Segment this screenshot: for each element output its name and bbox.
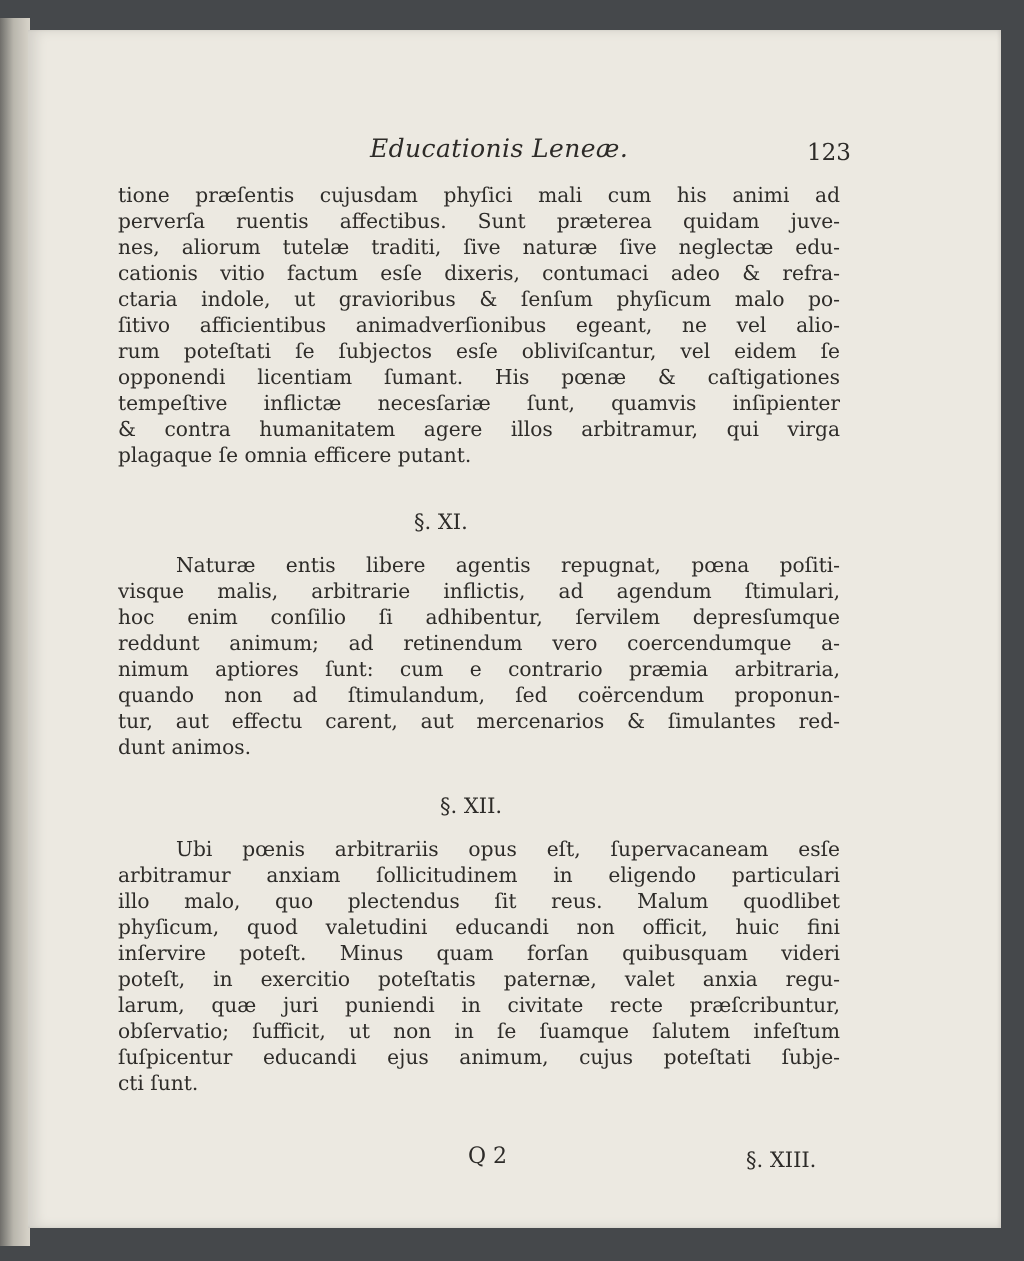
signature-mark: Q 2 xyxy=(468,1144,508,1169)
text-line: nimum aptiores ſunt: cum e contrario præmia arbitraria, xyxy=(118,657,840,681)
book-spine xyxy=(0,18,30,1246)
text-line: arbitramur anxiam ſollicitudinem in eligendo particulari xyxy=(118,863,840,887)
text-line: tur, aut effectu carent, aut mercenarios & ſimulantes red- xyxy=(118,709,840,733)
text-line: reddunt animum; ad retinendum vero coercendumque a- xyxy=(118,631,840,655)
text-line: illo malo, quo plectendus ſit reus. Malum quodlibet xyxy=(118,889,840,913)
text-line: Naturæ entis libere agentis repugnat, pœna poſiti- xyxy=(176,553,840,577)
running-head: Educationis Leneæ. xyxy=(370,134,629,163)
text-line: ſuſpicentur educandi ejus animum, cujus poteſtati ſubje- xyxy=(118,1045,840,1069)
text-line: larum, quæ juri puniendi in civitate recte præſcribuntur, xyxy=(118,993,840,1017)
text-line: phyſicum, quod valetudini educandi non officit, huic fini xyxy=(118,915,840,939)
text-line: visque malis, arbitrarie inflictis, ad agendum ſtimulari, xyxy=(118,579,840,603)
text-line: quando non ad ſtimulandum, ſed coërcendum proponun- xyxy=(118,683,840,707)
section-heading-xii: §. XII. xyxy=(440,794,503,818)
text-line: tione præſentis cujusdam phyſici mali cum his animi ad xyxy=(118,183,840,207)
text-line: cti ſunt. xyxy=(118,1071,199,1095)
text-line: ſitivo afficientibus animadverſionibus egeant, ne vel alio- xyxy=(118,313,840,337)
text-line: & contra humanitatem agere illos arbitramur, qui virga xyxy=(118,417,840,441)
paragraph-2 xyxy=(118,552,840,760)
catchword: §. XIII. xyxy=(746,1148,817,1172)
text-line: cationis vitio factum esſe dixeris, contumaci adeo & refra- xyxy=(118,261,840,285)
text-line: opponendi licentiam ſumant. His pœnæ & caſtigationes xyxy=(118,365,840,389)
paragraph-3 xyxy=(118,836,840,1096)
text-line: Ubi pœnis arbitrariis opus eſt, ſupervacaneam esſe xyxy=(176,837,840,861)
text-line: inſervire poteſt. Minus quam forſan quibusquam videri xyxy=(118,941,840,965)
text-line: tempeſtive inflictæ necesſariæ ſunt, quamvis inſipienter xyxy=(118,391,840,415)
page-number: 123 xyxy=(807,140,851,166)
text-line: obſervatio; ſufficit, ut non in ſe ſuamque ſalutem infeſtum xyxy=(118,1019,840,1043)
text-line: nes, aliorum tutelæ traditi, ſive naturæ ſive neglectæ edu- xyxy=(118,235,840,259)
text-line: hoc enim conſilio ſi adhibentur, ſervilem depresſumque xyxy=(118,605,840,629)
paragraph-1 xyxy=(118,182,840,468)
text-line: perverſa ruentis affectibus. Sunt præterea quidam juve- xyxy=(118,209,840,233)
text-line: dunt animos. xyxy=(118,735,252,759)
text-line: plagaque ſe omnia efficere putant. xyxy=(118,443,472,467)
section-heading-xi: §. XI. xyxy=(414,510,468,534)
book-page xyxy=(28,30,1001,1228)
text-line: poteſt, in exercitio poteſtatis paternæ, valet anxia regu- xyxy=(118,967,840,991)
text-line: rum poteſtati ſe ſubjectos esſe obliviſcantur, vel eidem ſe xyxy=(118,339,840,363)
text-line: ctaria indole, ut gravioribus & ſenſum phyſicum malo po- xyxy=(118,287,840,311)
